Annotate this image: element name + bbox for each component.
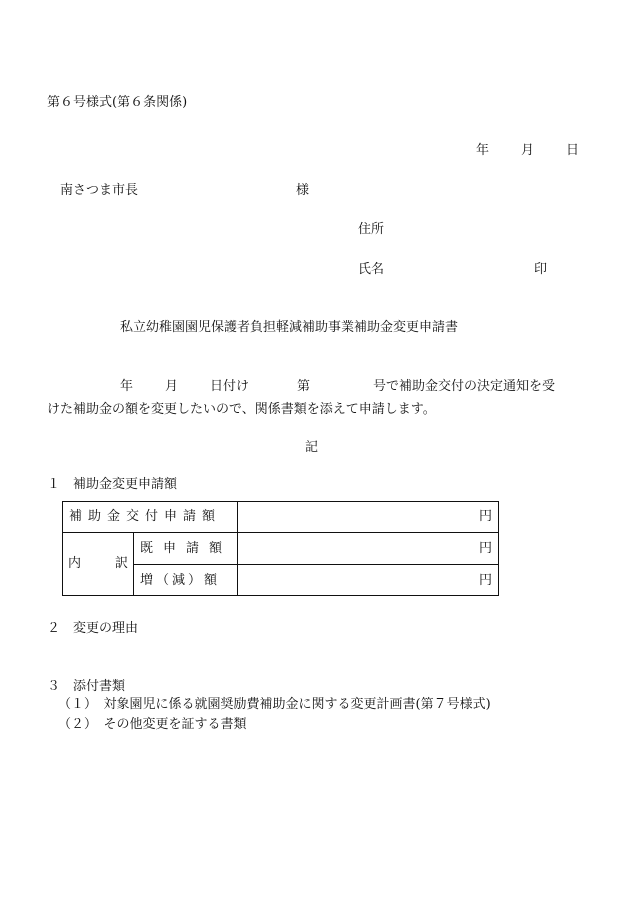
date-month-label: 月 xyxy=(521,143,535,158)
section3-heading: ３ 添付書類 xyxy=(47,679,126,694)
body-month: 月 xyxy=(165,379,179,394)
yen-unit: 円 xyxy=(478,509,492,524)
breakdown-label-1: 内 xyxy=(68,556,82,571)
body-line1-rest: 号で補助金交付の決定通知を受 xyxy=(373,379,556,394)
yen-unit: 円 xyxy=(478,541,492,556)
seal-label: 印 xyxy=(534,262,548,277)
addressee-name: 南さつま市長 xyxy=(60,183,139,198)
table-rule xyxy=(133,564,498,565)
body-year: 年 xyxy=(120,379,134,394)
yen-unit: 円 xyxy=(478,573,492,588)
document-title: 私立幼稚園園児保護者負担軽減補助事業補助金変更申請書 xyxy=(120,320,459,335)
ki-label: 記 xyxy=(305,440,319,455)
row-label-application-amount: 補助金交付申請額 xyxy=(69,509,222,524)
section1-heading: １ 補助金変更申請額 xyxy=(47,477,178,492)
date-year-label: 年 xyxy=(476,143,490,158)
table-rule xyxy=(237,502,238,595)
form-number: 第６号様式(第６条関係) xyxy=(47,95,188,110)
breakdown-label-2: 訳 xyxy=(115,556,129,571)
attachment-item-1: （１） 対象園児に係る就園奨励費補助金に関する変更計画書(第７号様式) xyxy=(58,697,491,712)
amount-table xyxy=(62,501,499,596)
attachment-item-2: （２） その他変更を証する書類 xyxy=(58,717,247,732)
name-label: 氏名 xyxy=(358,262,385,277)
section2-heading: ２ 変更の理由 xyxy=(47,621,139,636)
table-rule xyxy=(133,532,134,595)
row-label-change-amount: 増（減）額 xyxy=(140,573,221,588)
addressee-honorific: 様 xyxy=(296,183,310,198)
address-label: 住所 xyxy=(358,222,385,237)
table-rule xyxy=(63,532,498,533)
body-line2: けた補助金の額を変更したいので、関係書類を添えて申請します。 xyxy=(47,402,436,417)
row-label-previous-amount: 既申請額 xyxy=(140,541,233,556)
date-day-label: 日 xyxy=(566,143,580,158)
body-dated: 日付け xyxy=(210,379,250,394)
body-number-prefix: 第 xyxy=(297,379,311,394)
